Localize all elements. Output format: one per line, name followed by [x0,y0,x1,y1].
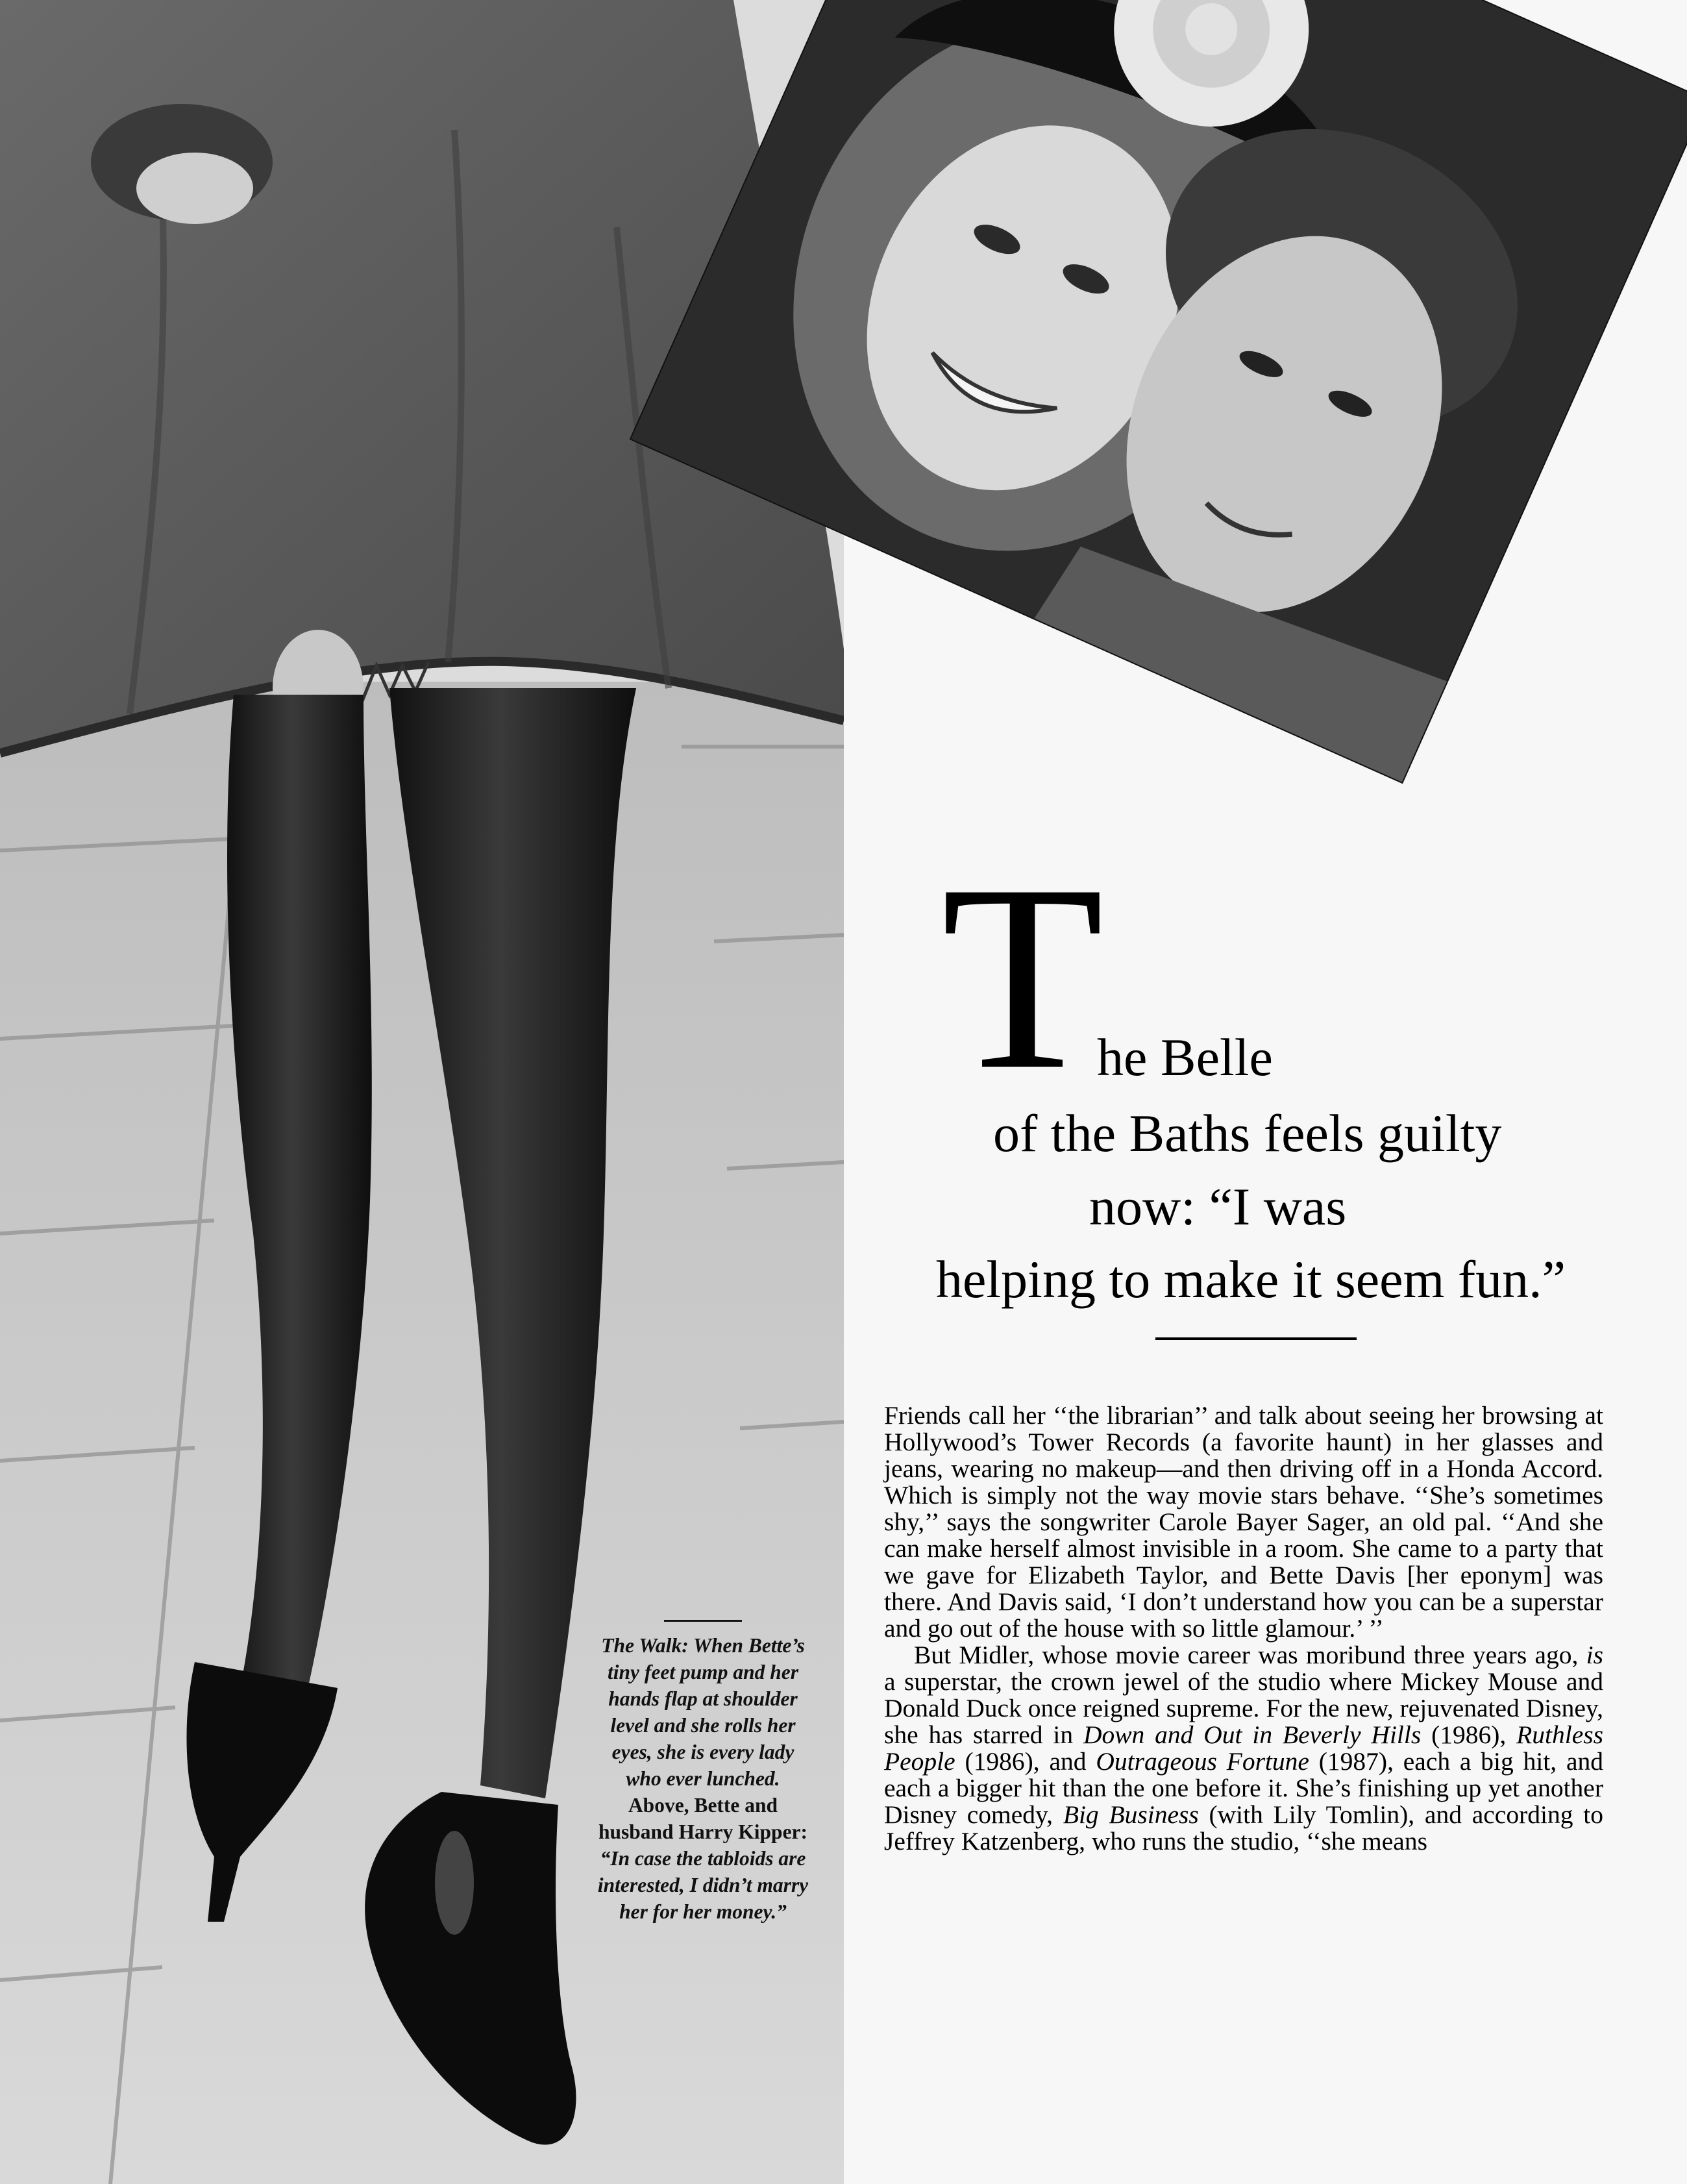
film-title-4: Big Business [1063,1800,1199,1829]
body-paragraph-1: Friends call her ‘‘the librarian’’ and talk about seeing her browsing at Hollywood’s Tower Records (a favorite haunt) in her glasses and jeans, wearing no makeup—and then driving off in a Honda Accord. Which is simply not the way movie stars behave. ‘‘She’s sometimes shy,’’ says the songwriter Carole Bayer Sager, an old pal. ‘‘And she can make herself almost invisible in a room. She came to a party that we gave for Elizabeth Taylor, and Bette Davis [her eponym] was there. And Davis said, ‘I don’t understand how you can be a superstar and go out of the house with so little glamour.’ ’’ [884,1401,1603,1643]
headline-line-3: now: “I was [1089,1177,1347,1236]
photo-caption [596,1620,810,1925]
headline-divider [1155,1337,1357,1340]
p2-text-b: a superstar, the crown jewel of the studio where Mickey Mouse and Donald Duck once reigned supreme. For the new, rejuvenated Disney, she has starred in [884,1667,1603,1749]
p2-text-f: (with Lily Tomlin), and according to Jeffrey Katzenberg, who runs the studio, ‘‘she means [884,1800,1603,1855]
p2-emphasis-is: is [1586,1641,1603,1669]
caption-above: Above, Bette and husband Harry Kipper: [598,1794,808,1843]
article-body [884,1402,1603,1855]
caption-divider [664,1620,742,1622]
p2-text-d: (1986), and [955,1747,1096,1776]
film-title-3: Outrageous Fortune [1096,1747,1309,1776]
p2-text-e: (1987), each a big hit, and each a bigger hit than the one before it. She’s finishing up yet another Disney comedy, [884,1747,1603,1829]
film-title-1: Down and Out in Beverly Hills [1083,1720,1422,1749]
p2-text-a: But Midler, whose movie career was moribund three years ago, [914,1641,1586,1669]
caption-quote: “In case the tabloids are interested, I didn’t marry her for her money.” [597,1847,809,1923]
headline-line-4: helping to make it seem fun.” [936,1250,1566,1309]
film-title-2: Ruthless People [884,1720,1604,1776]
caption-walk: The Walk: When Bette’s tiny feet pump and her hands flap at shoulder level and she rolls her eyes, she is every lady who ever lunched. [601,1634,805,1790]
body-paragraph-2 [884,1642,1603,1855]
p2-text-c: (1986), [1421,1720,1517,1749]
headline-line-1: he Belle [1097,1028,1273,1087]
headline-drop-cap: T [941,830,1104,1124]
headline-line-2: of the Baths feels guilty [993,1104,1502,1163]
